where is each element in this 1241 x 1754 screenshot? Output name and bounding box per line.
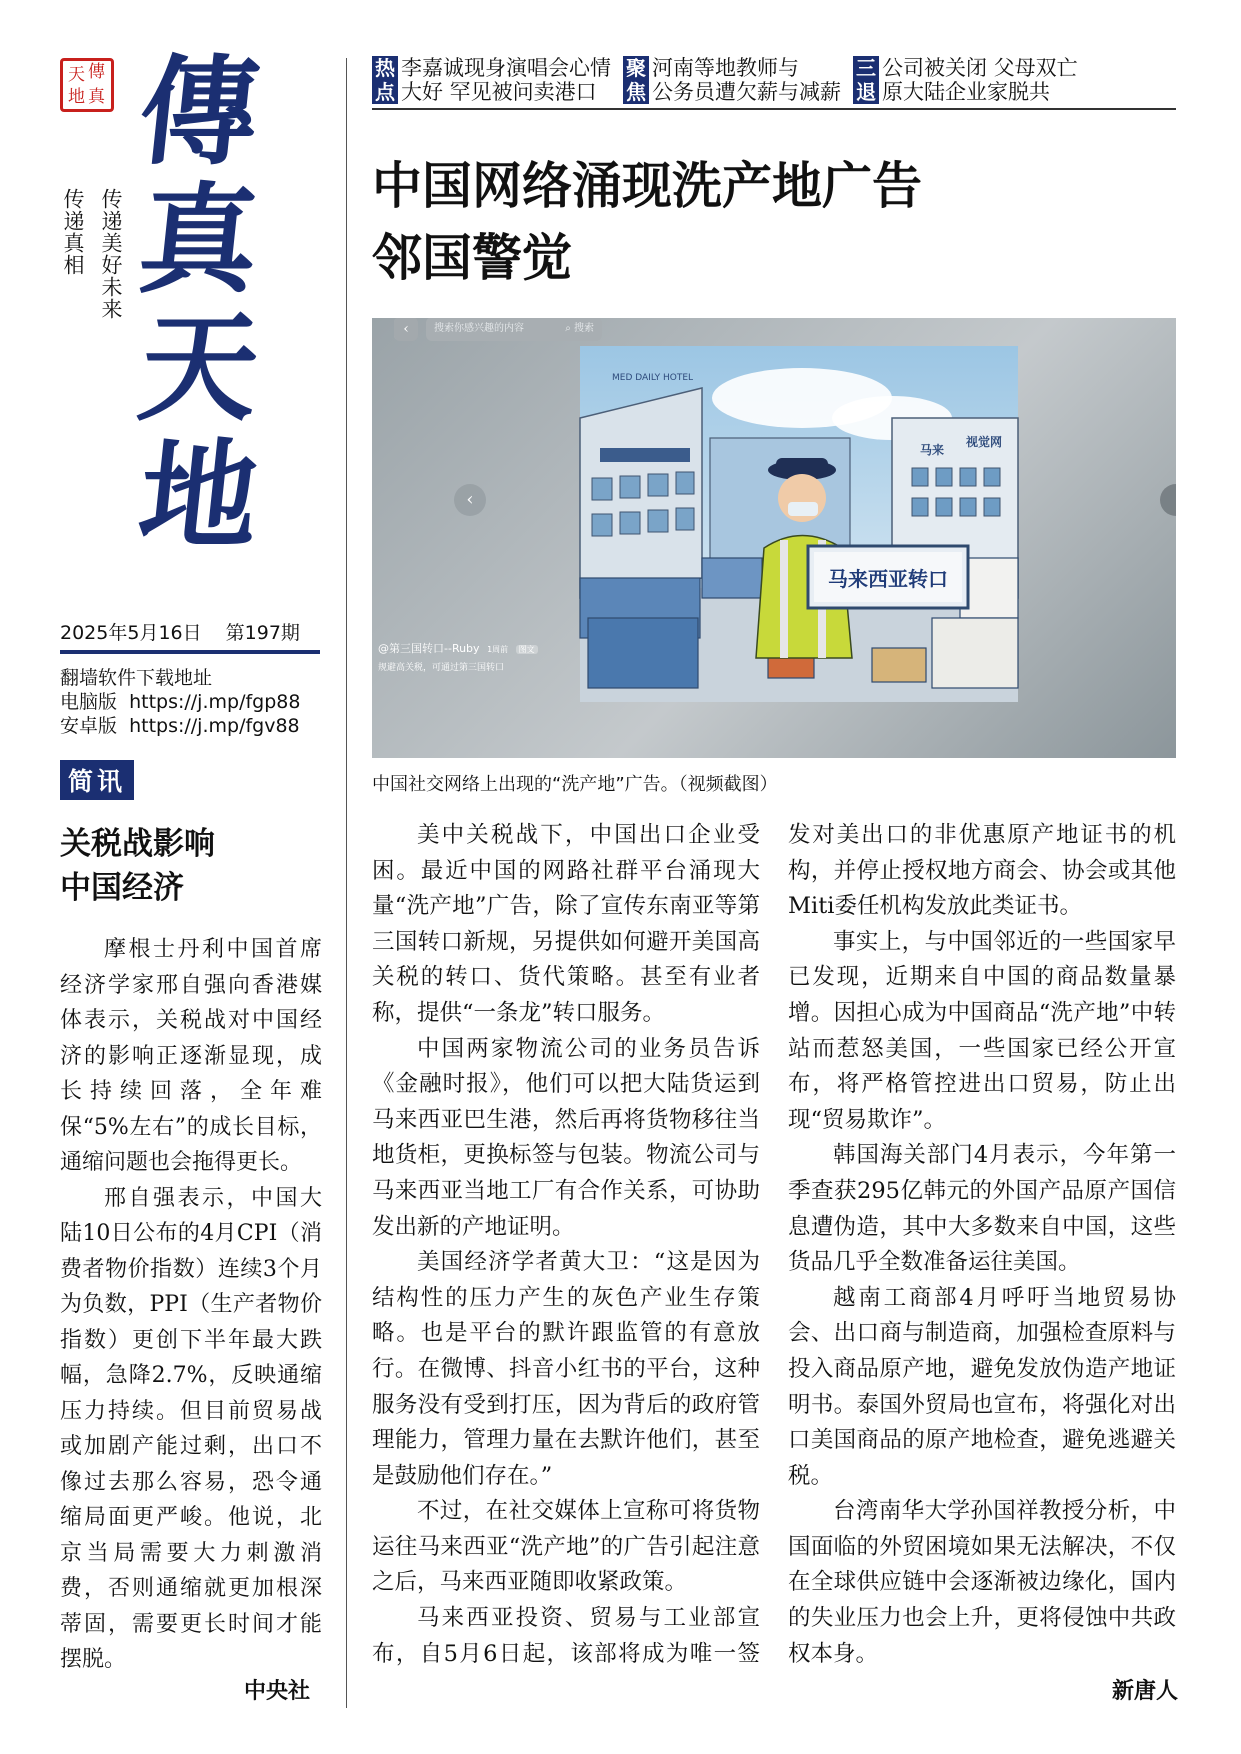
masthead-slogan bbox=[58, 188, 126, 320]
overlay-user[interactable]: @第三国转口--Ruby bbox=[378, 642, 480, 655]
issue-info bbox=[60, 618, 320, 645]
overlay-meta: 1周前 bbox=[487, 645, 509, 654]
building-sign: MED DAILY HOTEL bbox=[612, 373, 694, 383]
article-paragraph: 越南工商部4月呼吁当地贸易协会、出口商与制造商，加强检查原料与投入商品原产地，避免发放伪造产地证明书。泰国外贸局也宣布，将强化对出口美国商品的原产地检查，避免逃避关税。 bbox=[788, 1284, 1176, 1489]
column-divider bbox=[346, 58, 347, 1708]
article-paragraph: 美中关税战下，中国出口企业受困。最近中国的网路社群平台涌现大量“洗产地”广告，除了宣传东南亚等第三国转口新规，另提供如何避开美国高关税的转口、货代策略。甚至有业者称，提供“一条龙”转口服务。 bbox=[372, 822, 760, 1026]
masthead-seal bbox=[60, 58, 114, 112]
brief-paragraph: 摩根士丹利中国首席经济学家邢自强向香港媒体表示，关税战对中国经济的影响正逐渐显现，成长持续回落，全年难保“5%左右”的成长目标，通缩问题也会拖得更长。 bbox=[60, 937, 322, 1175]
issue-date: 2025年5月16日 bbox=[60, 622, 202, 644]
issue-divider bbox=[60, 650, 320, 654]
brief-title-line: 关税战影响 bbox=[60, 826, 215, 862]
photo-caption: 中国社交网络上出现的“洗产地”广告。（视频截图） bbox=[372, 774, 778, 795]
masthead-char: 真 bbox=[132, 170, 266, 309]
download-android: 安卓版 https://j.mp/fgv88 bbox=[60, 715, 300, 737]
headline-ticker bbox=[372, 56, 1176, 110]
ticker-item[interactable] bbox=[623, 56, 841, 108]
photo-back-button[interactable]: ‹ bbox=[394, 318, 418, 341]
masthead-char: 傳 bbox=[132, 42, 266, 181]
article-paragraph: 台湾南华大学孙国祥教授分析，中国面临的外贸困境如果无法解决，不仅在全球供应链中会逐渐被边缘化，国内的失业压力也会上升，更将侵蚀中共政权本身。 bbox=[788, 1498, 1176, 1667]
search-placeholder: 搜索你感兴趣的内容 bbox=[434, 323, 524, 334]
masthead-char: 天 bbox=[132, 298, 266, 437]
article-paragraph: 韩国海关部门4月表示，今年第一季查获295亿韩元的外国产品原产国信息遭伪造，其中大多数来自中国，这些货品几乎全数准备运往美国。 bbox=[788, 1142, 1176, 1276]
article-paragraph: 马来西亚投资、贸易与工业部宣布，自5月6日起，该部将成为唯一签发对美出口的非优惠原产地证书的机构，并停止授权地方商会、协会或其他Miti委任机构发放此类证书。 bbox=[372, 822, 1176, 1667]
article-paragraph: 事实上，与中国邻近的一些国家早已发现，近期来自中国的商品数量暴增。因担心成为中国商品“洗产地”中转站而惹怒美国，一些国家已经公开宣布，将严格管控进出口贸易，防止出现“贸易欺诈”。 bbox=[788, 928, 1176, 1133]
roof-sign-2: 视觉网 bbox=[966, 435, 1003, 449]
overlay-badge: 图文 bbox=[516, 645, 538, 654]
article-photo bbox=[372, 318, 1176, 758]
seal-char: 地 bbox=[68, 87, 85, 107]
ticker-item[interactable] bbox=[853, 56, 1078, 108]
ticker-label: 三 退 bbox=[853, 56, 879, 104]
seal-char: 真 bbox=[88, 87, 105, 107]
masthead-title bbox=[132, 42, 320, 565]
brief-source: 中央社 bbox=[244, 1679, 311, 1704]
search-icon: ⌕ bbox=[565, 323, 571, 334]
headline-line: 邻国警觉 bbox=[372, 229, 572, 287]
slogan-line: 传递美好未来 bbox=[99, 188, 123, 320]
brief-title-line: 中国经济 bbox=[60, 870, 184, 906]
article-source: 新唐人 bbox=[1106, 1674, 1178, 1705]
headline-line: 中国网络涌现洗产地广告 bbox=[372, 157, 922, 215]
photo-search-bar[interactable] bbox=[426, 318, 602, 341]
brief-body bbox=[60, 932, 322, 1678]
roof-sign-1: 马来 bbox=[920, 443, 945, 457]
photo-illustration bbox=[372, 318, 1176, 758]
brief-paragraph: 邢自强表示，中国大陆10日公布的4月CPI（消费者物价指数）连续3个月为负数，PPI（生产者物价指数）更创下半年最大跌幅，急降2.7%，反映通缩压力持续。但目前贸易战或加剧产能过剩，出口不像过去那么容易，恐令通缩局面更严峻。他说，北京当局需要大力刺激消费，否则通缩就更加根深蒂固，需要更长时间才能摆脱。 bbox=[60, 1185, 322, 1672]
seal-char: 傳 bbox=[88, 62, 105, 82]
ticker-label: 热 点 bbox=[372, 56, 398, 104]
article-paragraph: 不过，在社交媒体上宣称可将货物运往马来西亚“洗产地”的广告引起注意之后，马来西亚随即收紧政策。 bbox=[372, 1498, 760, 1596]
brief-tag: 简讯 bbox=[60, 760, 134, 800]
download-pc: 电脑版 https://j.mp/fgp88 bbox=[60, 691, 301, 713]
article-headline bbox=[372, 150, 922, 294]
issue-number: 第197期 bbox=[225, 622, 300, 644]
ticker-item[interactable] bbox=[372, 56, 611, 108]
ticker-text: 河南等地教师与 公务员遭欠薪与减薪 bbox=[652, 56, 841, 104]
slogan-line: 传递真相 bbox=[61, 188, 85, 276]
download-info bbox=[60, 666, 300, 738]
ticker-text: 公司被关闭 父母双亡 原大陆企业家脱共 bbox=[882, 56, 1078, 104]
ticker-text: 李嘉诚现身演唱会心情 大好 罕见被问卖港口 bbox=[401, 56, 611, 104]
ticker-label: 聚 焦 bbox=[623, 56, 649, 104]
article-paragraph: 美国经济学者黄大卫：“这是因为结构性的压力产生的灰色产业生存策略。也是平台的默许跟监管的有意放行。在微博、抖音小红书的平台，这种服务没有受到打压，因为背后的政府管理能力，管理力量在去默许他们，甚至是鼓励他们存在。” bbox=[372, 1249, 760, 1489]
article-body bbox=[372, 818, 1176, 1688]
brief-title bbox=[60, 822, 330, 910]
overlay-desc: 规避高关税，可通过第三国转口 bbox=[378, 663, 505, 673]
carousel-prev-button[interactable]: ‹ bbox=[454, 484, 486, 516]
download-heading: 翻墙软件下载地址 bbox=[60, 667, 213, 689]
seal-char: 天 bbox=[68, 65, 85, 85]
article-paragraph: 中国两家物流公司的业务员告诉《金融时报》，他们可以把大陆货运到马来西亚巴生港，然后再将货物移往当地货柜，更换标签与包装。物流公司与马来西亚当地工厂有合作关系，可协助发出新的产地证明。 bbox=[372, 1035, 760, 1240]
masthead-char: 地 bbox=[132, 426, 266, 565]
search-button[interactable]: ⌕ 搜索 bbox=[565, 323, 594, 334]
photo-overlay bbox=[378, 640, 538, 677]
sign-text: 马来西亚转口 bbox=[828, 567, 948, 591]
